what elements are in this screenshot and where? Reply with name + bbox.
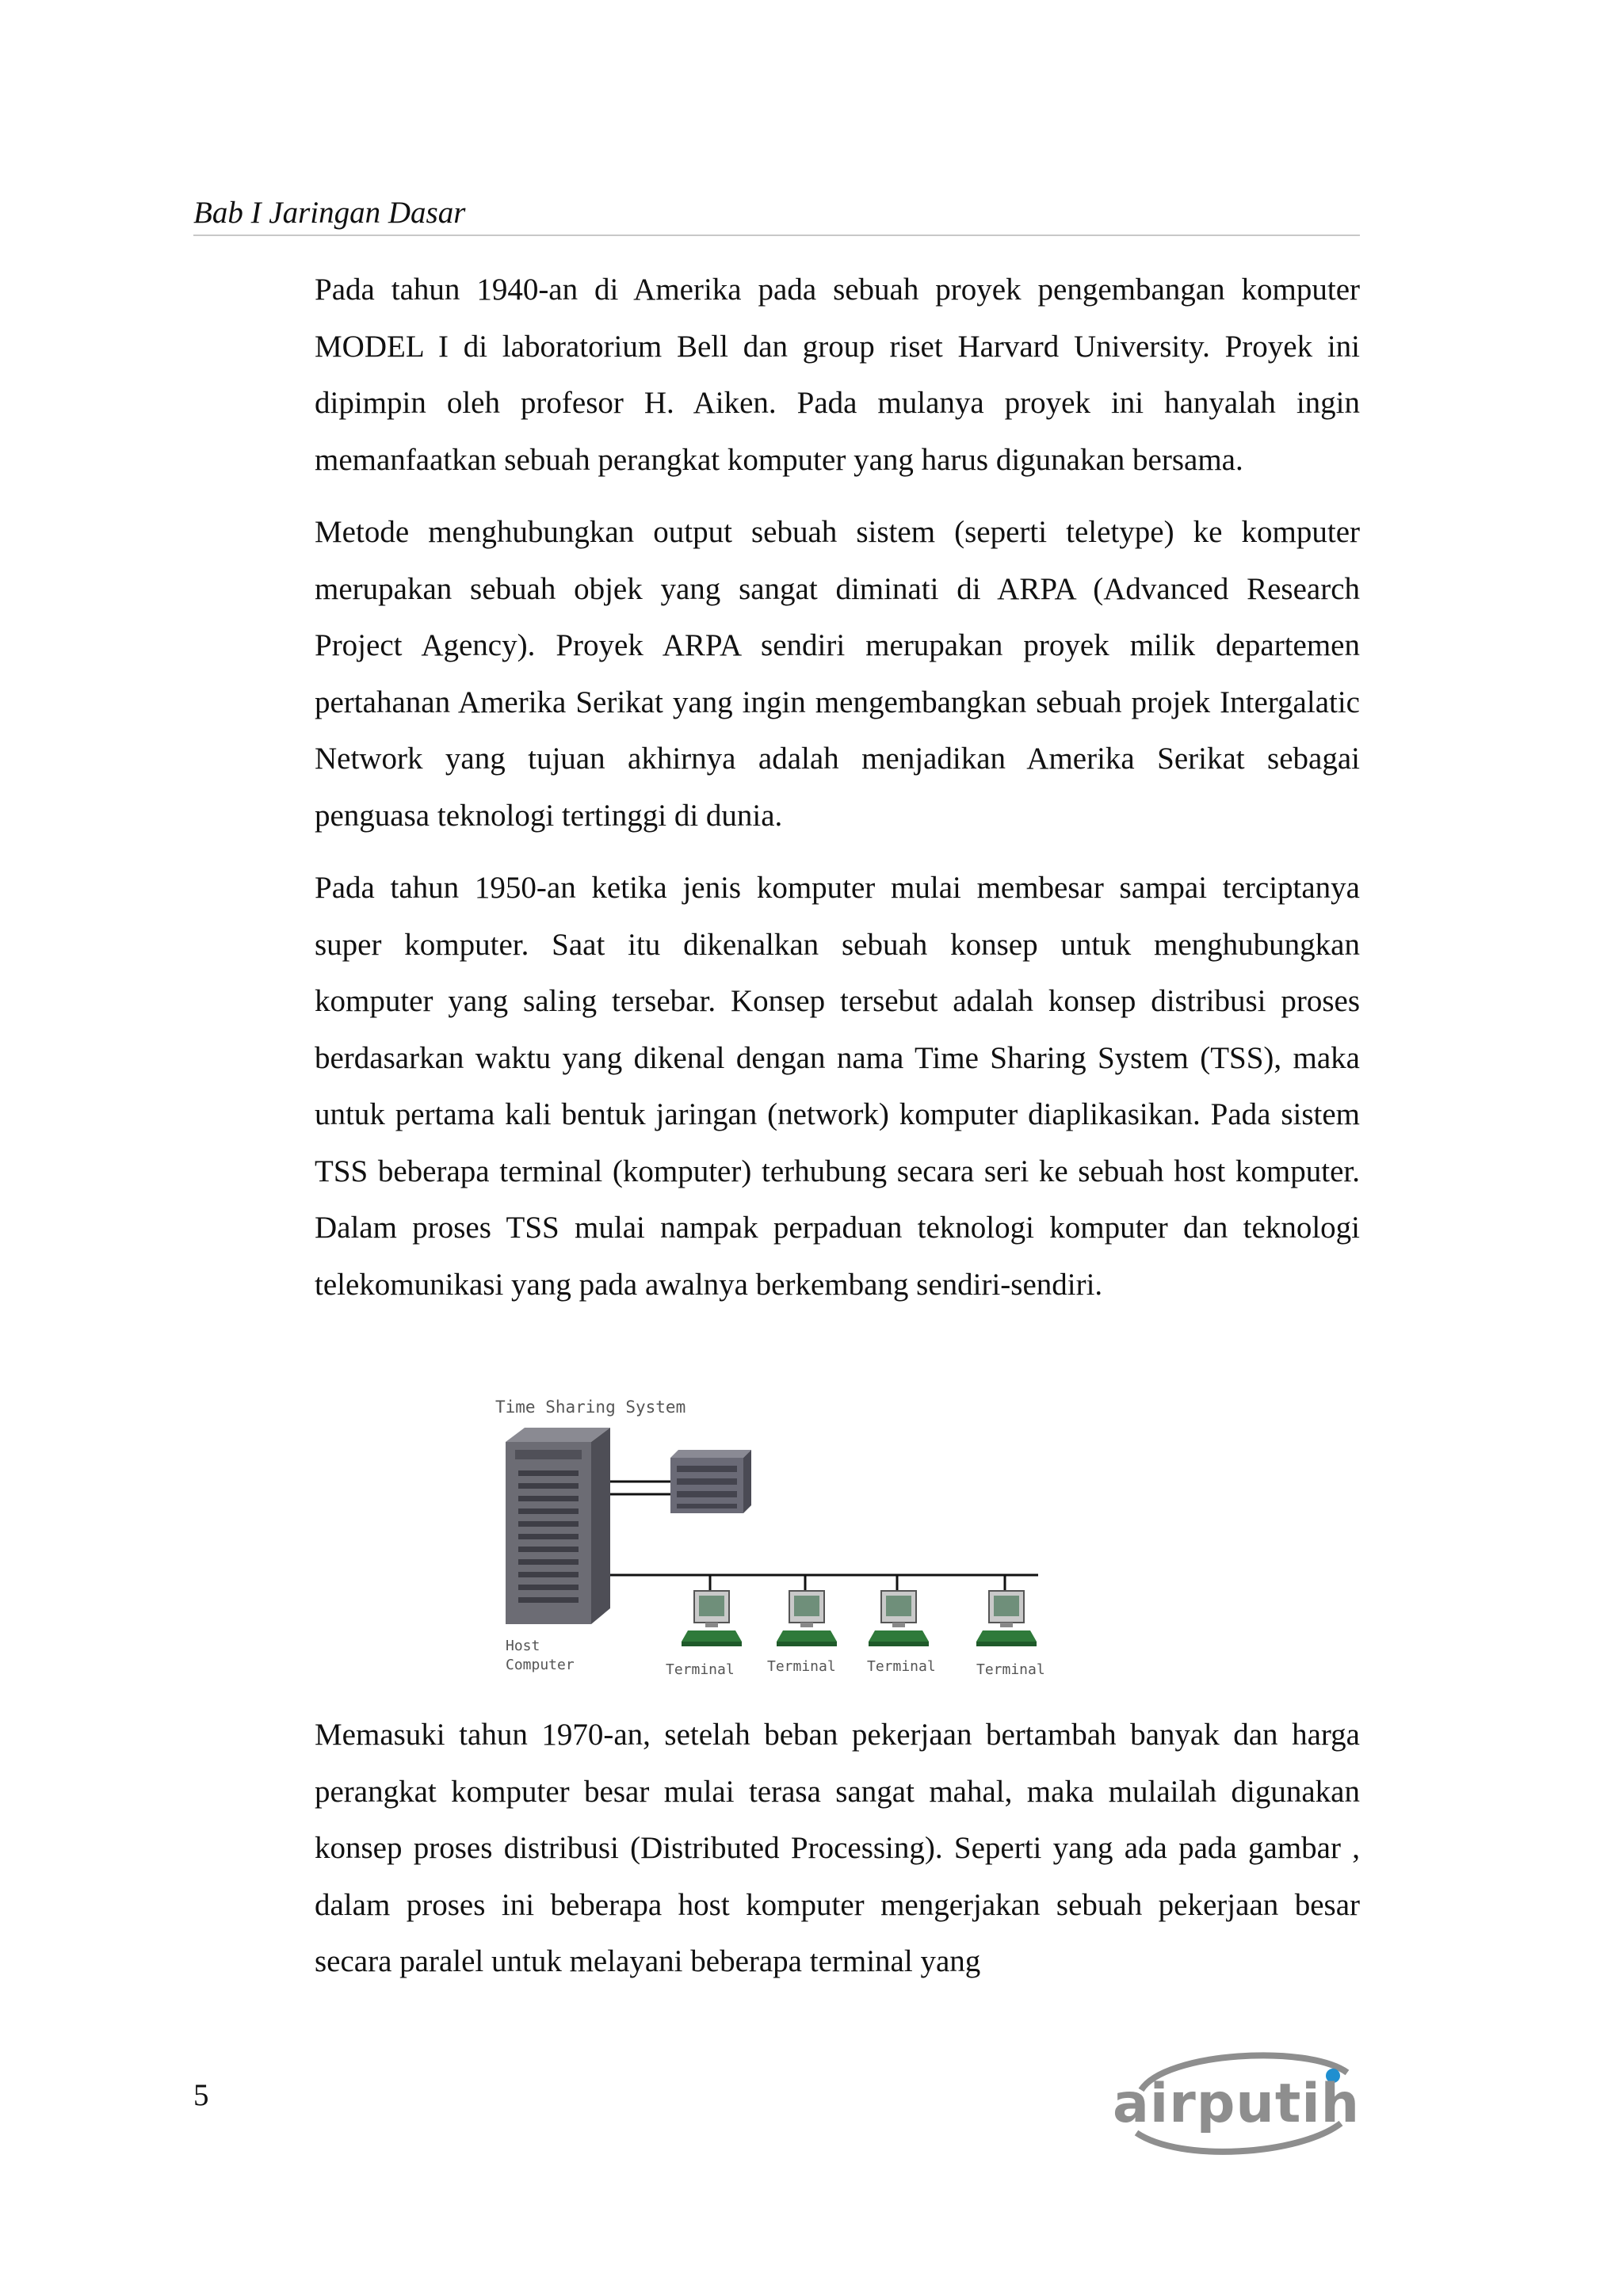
terminal-label: Terminal <box>666 1661 735 1678</box>
page-header <box>193 193 1360 236</box>
terminal-computer-icon <box>777 1591 837 1646</box>
terminal-computer-icon <box>682 1591 742 1646</box>
airputih-logo <box>1109 2044 1363 2155</box>
terminal-computer-icon <box>976 1591 1037 1646</box>
paragraph-1950s: Pada tahun 1950-an ketika jenis komputer mulai membesar sampai terciptanya super komputer. Saat itu dikenalkan sebuah konsep untuk menghubungkan komputer yang saling tersebar. Konsep tersebut adalah konsep distribusi proses berdasarkan waktu yang dikenal dengan nama Time Sharing System (TSS), maka untuk pertama kali bentuk jaringan (network) komputer diaplikasikan. Pada sistem TSS beberapa terminal (komputer) terhubung secara seri ke sebuah host komputer. Dalam proses TSS mulai nampak perpaduan teknologi komputer dan teknologi telekomunikasi yang pada awalnya berkembang sendiri-sendiri. <box>315 871 1360 1302</box>
host-label-line1: Host <box>506 1638 540 1654</box>
terminal-computer-icon <box>869 1591 929 1646</box>
host-label-line2: Computer <box>506 1657 575 1673</box>
logo-text: airputih <box>1113 2073 1361 2135</box>
figure-title: Time Sharing System <box>495 1398 686 1417</box>
tss-figure <box>491 1394 1078 1688</box>
rack-device-icon <box>670 1450 751 1513</box>
tss-diagram <box>491 1394 1078 1688</box>
paragraph-arpa: Metode menghubungkan output sebuah sistem (seperti teletype) ke komputer merupakan sebuah objek yang sangat diminati di ARPA (Advanced Research Project Agency). Proyek ARPA sendiri merupakan proyek milik departemen pertahanan Amerika Serikat yang ingin mengembangkan sebuah projek Intergalatic Network yang tujuan akhirnya adalah menjadikan Amerika Serikat sebagai penguasa teknologi tertinggi di dunia. <box>315 515 1360 833</box>
terminal-label: Terminal <box>767 1658 836 1675</box>
terminal-label: Terminal <box>867 1658 936 1675</box>
body-text <box>315 261 1360 1329</box>
network-lines <box>601 1482 1038 1608</box>
paragraph-1970s: Memasuki tahun 1970-an, setelah beban pekerjaan bertambah banyak dan harga perangkat komputer besar mulai terasa sangat mahal, maka mulailah digunakan konsep proses distribusi (Distributed Processing). Seperti yang ada pada gambar , dalam proses ini beberapa host komputer mengerjakan sebuah pekerjaan besar secara paralel untuk melayani beberapa terminal yang <box>315 1718 1360 1978</box>
chapter-title: Bab I Jaringan Dasar <box>193 196 466 230</box>
page-number: 5 <box>193 2078 209 2112</box>
server-tower-icon <box>506 1428 610 1624</box>
terminal-label: Terminal <box>976 1661 1045 1678</box>
paragraph-1940s: Pada tahun 1940-an di Amerika pada sebuah proyek pengembangan komputer MODEL I di laboratorium Bell dan group riset Harvard University. Proyek ini dipimpin oleh profesor H. Aiken. Pada mulanya proyek ini hanyalah ingin memanfaatkan sebuah perangkat komputer yang harus digunakan bersama. <box>315 273 1360 477</box>
body-text-continued <box>315 1707 1360 2006</box>
